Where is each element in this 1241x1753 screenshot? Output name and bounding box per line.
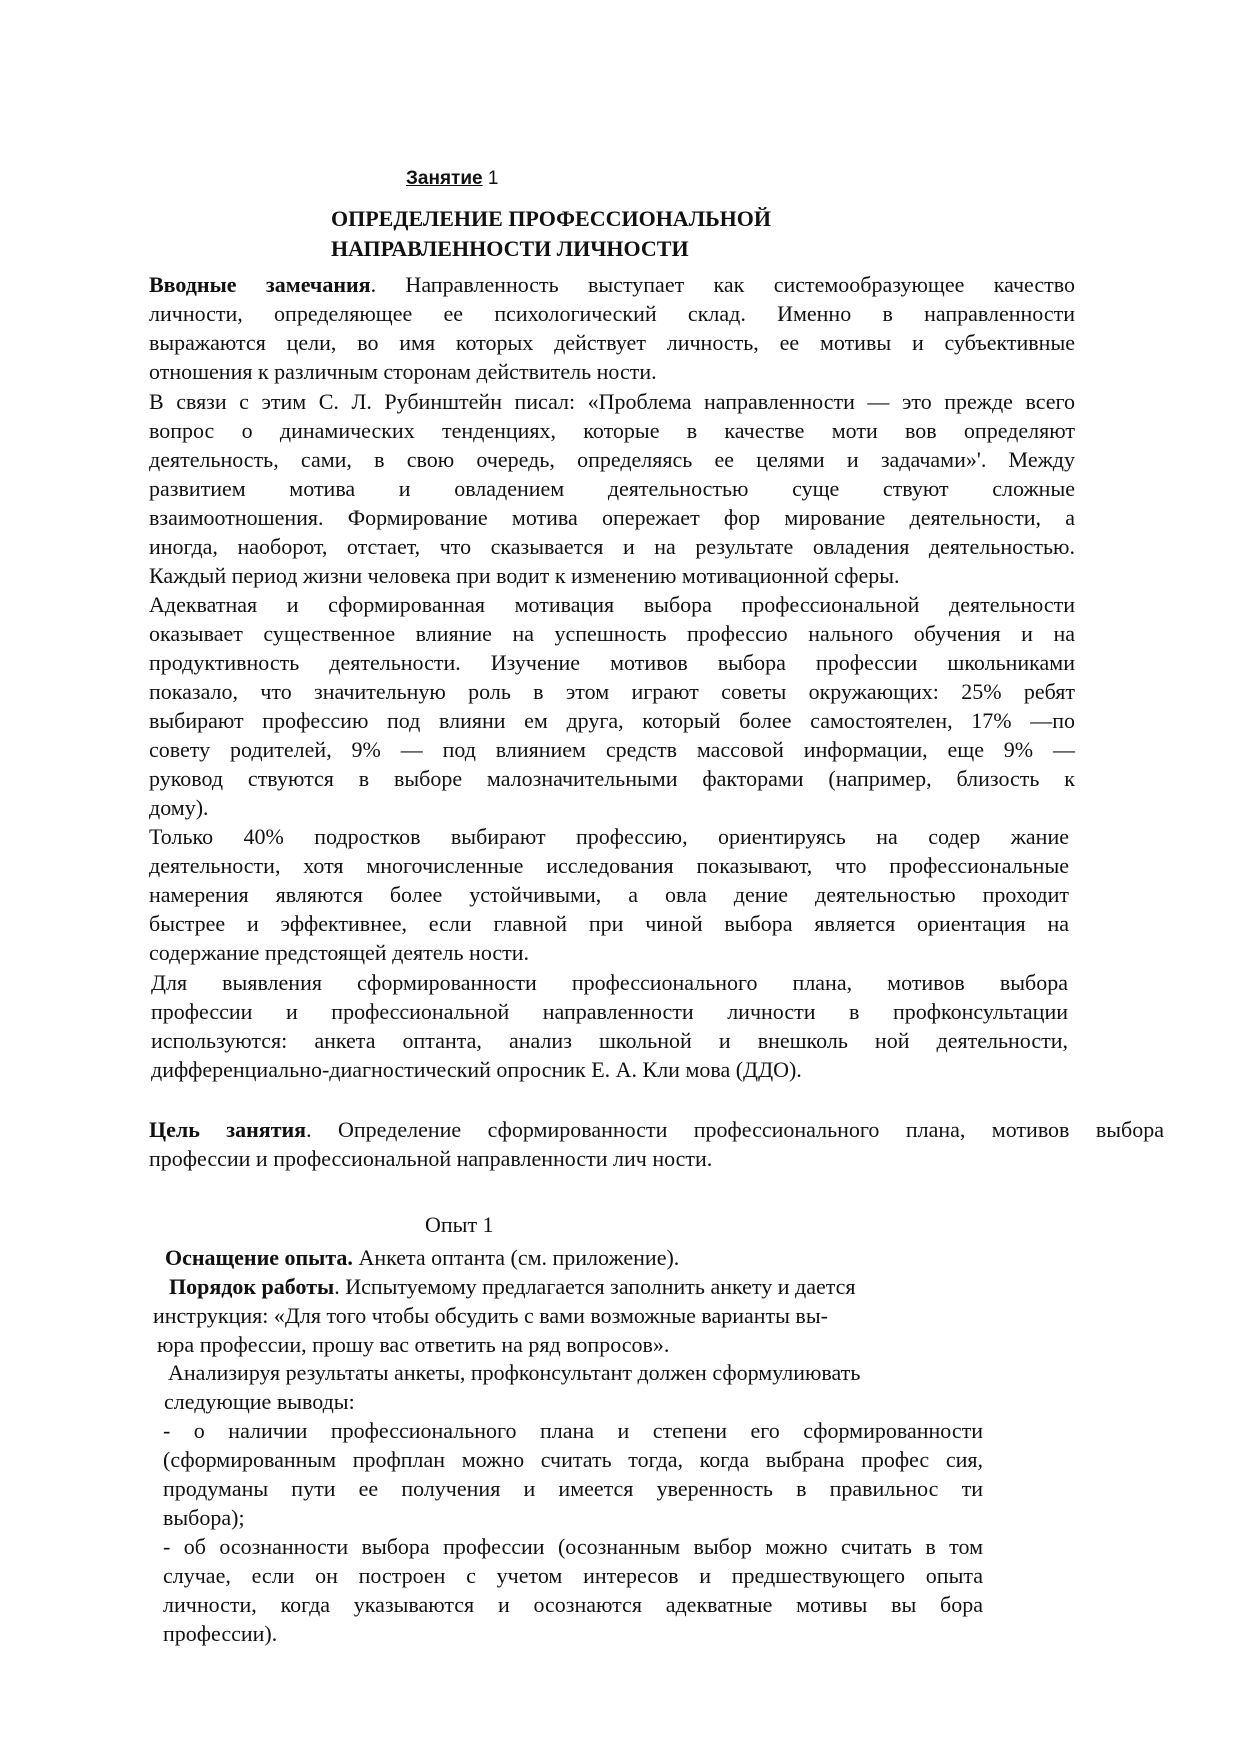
rubinstein-paragraph — [149, 387, 1075, 590]
goal-heading: Цель занятия — [149, 1117, 307, 1142]
paragraph-line: продуманы пути ее получения и имеется уверенность в правильнос ти — [163, 1476, 983, 1501]
conclusion-2-paragraph — [163, 1532, 983, 1648]
paragraph-line: иногда, наоборот, отстает, что сказывается и на результате овладения деятельностью. — [149, 534, 1075, 559]
paragraph-line: Адекватная и сформированная мотивация выбора профессиональной деятельности — [149, 592, 1075, 617]
paragraph-line: Анализируя результаты анкеты, профконсультант должен сформулиювать — [168, 1360, 861, 1385]
experiment-title: Опыт 1 — [425, 1212, 494, 1237]
paragraph-line: деятельности, хотя многочисленные исследования показывают, что профессиональные — [149, 853, 1069, 878]
paragraph-line: выражаются цели, во имя которых действует личность, ее мотивы и субъективные — [149, 330, 1075, 355]
equipment-line — [165, 1243, 679, 1272]
paragraph-line: взаимоотношения. Формирование мотива опережает фор мирование деятельности, а — [149, 505, 1075, 530]
paragraph-line: Каждый период жизни человека при водит к изменению мотивационной сферы. — [149, 563, 900, 588]
paragraph-line: совету родителей, 9% — под влиянием средств массовой информации, еще 9% — — [149, 737, 1075, 762]
methods-paragraph — [151, 968, 1068, 1084]
equipment-text: Анкета оптанта (см. приложение). — [352, 1245, 680, 1270]
paragraph-line: выбора); — [163, 1505, 245, 1530]
paragraph-line: показало, что значительную роль в этом играют советы окружающих: 25% ребят — [149, 679, 1075, 704]
paragraph-line: содержание предстоящей деятель ности. — [149, 940, 530, 965]
paragraph-line: личности, когда указываются и осознаются адекватные мотивы вы бора — [163, 1592, 983, 1617]
title-line-2: НАПРАВЛЕННОСТИ ЛИЧНОСТИ — [331, 236, 689, 261]
paragraph-line: Порядок работы. Испытуемому предлагается заполнить анкету и дается — [169, 1274, 856, 1299]
only40-paragraph — [149, 822, 1069, 967]
paragraph-line: дифференциально-диагностический опросник Е. А. Кли мова (ДДО). — [151, 1057, 802, 1082]
goal-paragraph — [149, 1115, 1164, 1173]
paragraph-line: Только 40% подростков выбирают профессию, ориентируясь на содер жание — [149, 824, 1069, 849]
title-line-1: ОПРЕДЕЛЕНИЕ ПРОФЕССИОНАЛЬНОЙ — [331, 206, 771, 231]
intro-heading: Вводные замечания — [149, 272, 371, 297]
procedure-heading: Порядок работы — [169, 1274, 335, 1299]
paragraph-line: отношения к различным сторонам действитель ности. — [149, 359, 657, 384]
paragraph-line: юра профессии, прошу вас ответить на ряд вопросов». — [157, 1332, 670, 1357]
paragraph-line: Вводные замечания. Направленность выступает как системообразующее качество — [149, 272, 1075, 297]
paragraph-line: случае, если он построен с учетом интересов и предшествующего опыта — [163, 1563, 983, 1588]
paragraph-line: Для выявления сформированности профессионального плана, мотивов выбора — [151, 970, 1068, 995]
equipment-heading: Оснащение опыта. — [165, 1245, 353, 1270]
paragraph-line: оказывает существенное влияние на успешность профессио нального обучения и на — [149, 621, 1075, 646]
paragraph-line: продуктивность деятельности. Изучение мотивов выбора профессии школьниками — [149, 650, 1075, 675]
paragraph-line: (сформированным профплан можно считать тогда, когда выбрана профес сия, — [163, 1447, 983, 1472]
intro-paragraph — [149, 270, 1075, 386]
lesson-label-word: Занятие — [406, 168, 483, 189]
paragraph-line: руковод ствуются в выборе малозначительными факторами (например, близость к — [149, 766, 1075, 791]
paragraph-line: Цель занятия. Определение сформированности профессионального плана, мотивов выбора — [149, 1117, 1164, 1142]
paragraph-line: деятельность, сами, в свою очередь, определяясь ее целями и задачами»'. Между — [149, 447, 1075, 472]
paragraph-line: личности, определяющее ее психологический склад. Именно в направленности — [149, 301, 1075, 326]
paragraph-line: быстрее и эффективнее, если главной при чиной выбора является ориентация на — [149, 911, 1069, 936]
paragraph-line: профессии и профессиональной направленности лич ности. — [149, 1146, 713, 1171]
paragraph-line: - об осознанности выбора профессии (осознанным выбор можно считать в том — [163, 1534, 983, 1559]
paragraph-line: дому). — [149, 795, 209, 820]
paragraph-line: В связи с этим С. Л. Рубинштейн писал: «Проблема направленности — это прежде всего — [149, 389, 1075, 414]
paragraph-line: развитием мотива и овладением деятельностью суще ствуют сложные — [149, 476, 1075, 501]
lesson-label — [406, 166, 498, 192]
conclusion-1-paragraph — [163, 1416, 983, 1532]
paragraph-line: используются: анкета оптанта, анализ школьной и внешколь ной деятельности, — [151, 1028, 1068, 1053]
paragraph-line: профессии и профессиональной направленности личности в профконсультации — [151, 999, 1068, 1024]
paragraph-line: профессии). — [163, 1621, 278, 1646]
analysis-paragraph — [164, 1358, 964, 1416]
page-title — [331, 204, 771, 264]
paragraph-line: выбирают профессию под влияни ем друга, который более самостоятелен, 17% —по — [149, 708, 1075, 733]
lesson-number: 1 — [487, 168, 499, 189]
paragraph-line: инструкция: «Для того чтобы обсудить с вами возможные варианты вы- — [153, 1303, 828, 1328]
procedure-paragraph — [153, 1272, 953, 1359]
paragraph-line: намерения являются более устойчивыми, а овла дение деятельностью проходит — [149, 882, 1069, 907]
paragraph-line: вопрос о динамических тенденциях, которые в качестве моти вов определяют — [149, 418, 1075, 443]
paragraph-line: - о наличии профессионального плана и степени его сформированности — [163, 1418, 983, 1443]
adequate-paragraph — [149, 590, 1075, 822]
paragraph-line: следующие выводы: — [164, 1389, 355, 1414]
